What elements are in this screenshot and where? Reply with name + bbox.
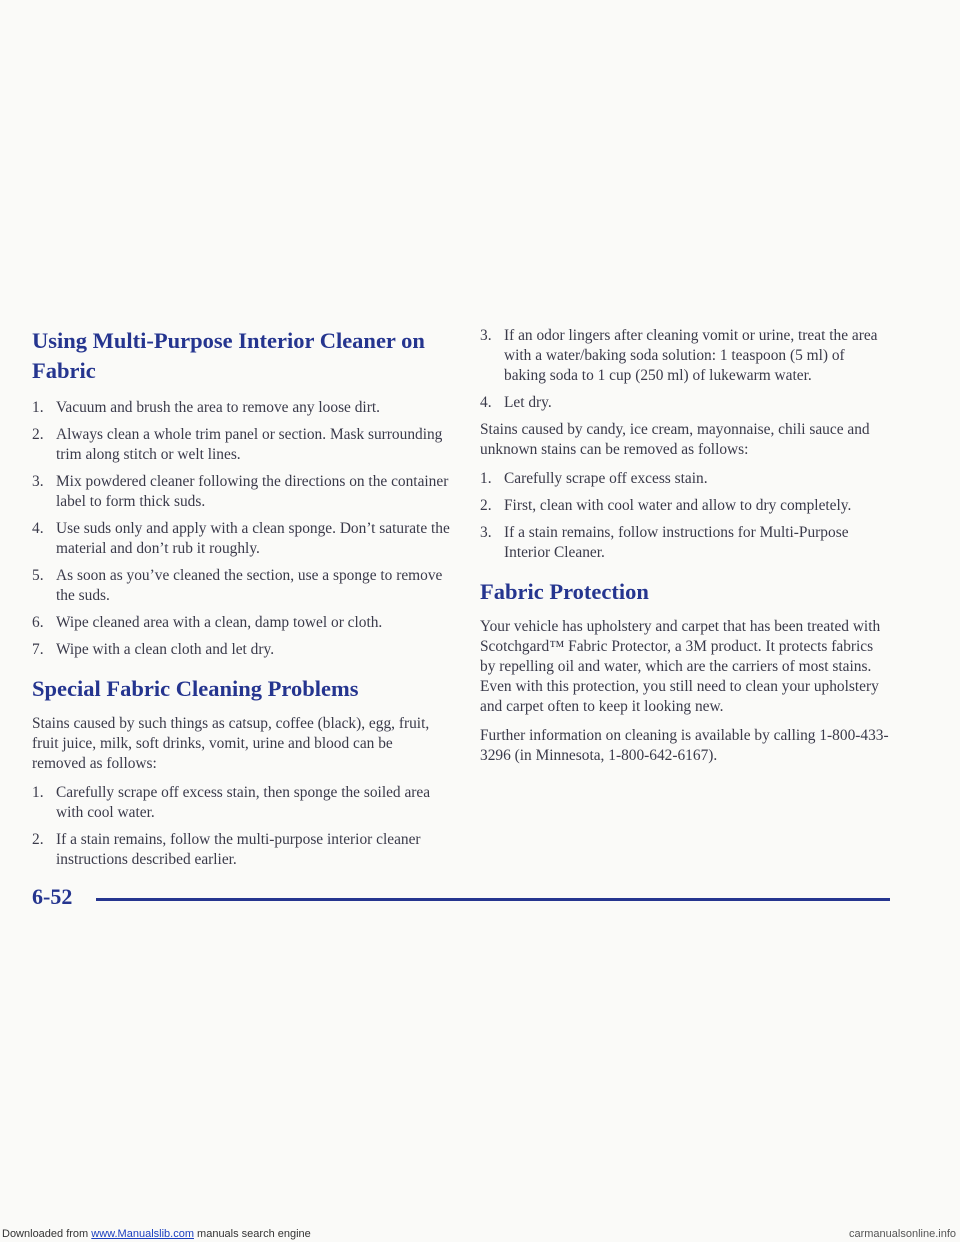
step-number: 3. bbox=[480, 524, 492, 541]
step-text: Carefully scrape off excess stain. bbox=[504, 470, 708, 487]
step-number: 4. bbox=[32, 520, 44, 537]
step-number: 6. bbox=[32, 614, 44, 631]
list-item bbox=[480, 469, 890, 489]
list-item bbox=[32, 398, 450, 418]
heading-multi-purpose-cleaner: Using Multi-Purpose Interior Cleaner on Fabric bbox=[32, 328, 425, 383]
step-text: As soon as you’ve cleaned the section, use a sponge to remove the suds. bbox=[56, 567, 443, 604]
paragraph-candy-stains: Stains caused by candy, ice cream, mayonnaise, chili sauce and unknown stains can be removed as follows: bbox=[480, 421, 870, 458]
step-text: Let dry. bbox=[504, 394, 552, 411]
step-text: Vacuum and brush the area to remove any loose dirt. bbox=[56, 399, 380, 416]
list-item bbox=[480, 523, 890, 563]
paragraph-stains-intro: Stains caused by such things as catsup, coffee (black), egg, fruit, fruit juice, milk, soft drinks, vomit, urine and blood can be removed as follows: bbox=[32, 715, 430, 772]
heading-fabric-protection: Fabric Protection bbox=[480, 579, 649, 604]
paragraph-fabric-protection: Your vehicle has upholstery and carpet that has been treated with Scotchgard™ Fabric Protector, a 3M product. It protects fabrics by repelling oil and water, which are the carriers of most stains. Even with this protection, you still need to clean your upholstery and carpet often to keep it looking new. bbox=[480, 618, 881, 715]
list-item bbox=[32, 613, 450, 633]
step-text: If a stain remains, follow the multi-purpose interior cleaner instructions described earlier. bbox=[56, 831, 421, 868]
right-column bbox=[480, 326, 890, 775]
step-number: 5. bbox=[32, 567, 44, 584]
watermark-suffix: manuals search engine bbox=[193, 1228, 311, 1240]
continued-steps-list bbox=[480, 326, 890, 413]
step-number: 2. bbox=[480, 497, 492, 514]
step-text: Mix powdered cleaner following the directions on the container label to form thick suds. bbox=[56, 473, 449, 510]
manualslib-link[interactable]: www.Manualslib.com bbox=[91, 1228, 194, 1240]
list-item bbox=[480, 326, 890, 386]
watermark-prefix: Downloaded from bbox=[2, 1228, 92, 1240]
stain-steps-list bbox=[32, 783, 450, 870]
heading-special-fabric-problems: Special Fabric Cleaning Problems bbox=[32, 676, 359, 701]
list-item bbox=[480, 496, 890, 516]
page-number: 6-52 bbox=[32, 884, 73, 909]
footer-rule bbox=[96, 898, 890, 901]
step-number: 7. bbox=[32, 641, 44, 658]
list-item bbox=[32, 640, 450, 660]
list-item bbox=[32, 830, 450, 870]
watermark-left bbox=[2, 1226, 311, 1242]
list-item bbox=[32, 783, 450, 823]
step-text: Carefully scrape off excess stain, then sponge the soiled area with cool water. bbox=[56, 784, 431, 821]
list-item bbox=[32, 425, 450, 465]
step-number: 2. bbox=[32, 426, 44, 443]
step-text: Always clean a whole trim panel or section. Mask surrounding trim along stitch or welt lines. bbox=[56, 426, 443, 463]
paragraph-further-info: Further information on cleaning is available by calling 1-800-433-3296 (in Minnesota, 1-800-642-6167). bbox=[480, 727, 889, 764]
watermark-right: carmanualsonline.info bbox=[848, 1228, 956, 1240]
step-number: 1. bbox=[32, 784, 44, 801]
watermark-bar bbox=[0, 1226, 960, 1242]
step-text: Wipe with a clean cloth and let dry. bbox=[56, 641, 275, 658]
step-number: 4. bbox=[480, 394, 492, 411]
step-text: Wipe cleaned area with a clean, damp towel or cloth. bbox=[56, 614, 383, 631]
step-number: 2. bbox=[32, 831, 44, 848]
cleaning-steps-list bbox=[32, 398, 450, 660]
candy-stain-steps-list bbox=[480, 469, 890, 563]
step-text: If an odor lingers after cleaning vomit or urine, treat the area with a water/baking soda solution: 1 teaspoon (5 ml) of baking soda to 1 cup (250 ml) of lukewarm water. bbox=[504, 327, 878, 384]
step-number: 3. bbox=[32, 473, 44, 490]
left-column bbox=[32, 326, 450, 877]
list-item bbox=[32, 566, 450, 606]
step-number: 1. bbox=[480, 470, 492, 487]
list-item bbox=[32, 472, 450, 512]
step-text: If a stain remains, follow instructions for Multi-Purpose Interior Cleaner. bbox=[504, 524, 849, 561]
step-text: First, clean with cool water and allow to dry completely. bbox=[504, 497, 852, 514]
list-item bbox=[32, 519, 450, 559]
step-number: 3. bbox=[480, 327, 492, 344]
list-item bbox=[480, 393, 890, 413]
step-number: 1. bbox=[32, 399, 44, 416]
step-text: Use suds only and apply with a clean sponge. Don’t saturate the material and don’t rub it roughly. bbox=[56, 520, 450, 557]
